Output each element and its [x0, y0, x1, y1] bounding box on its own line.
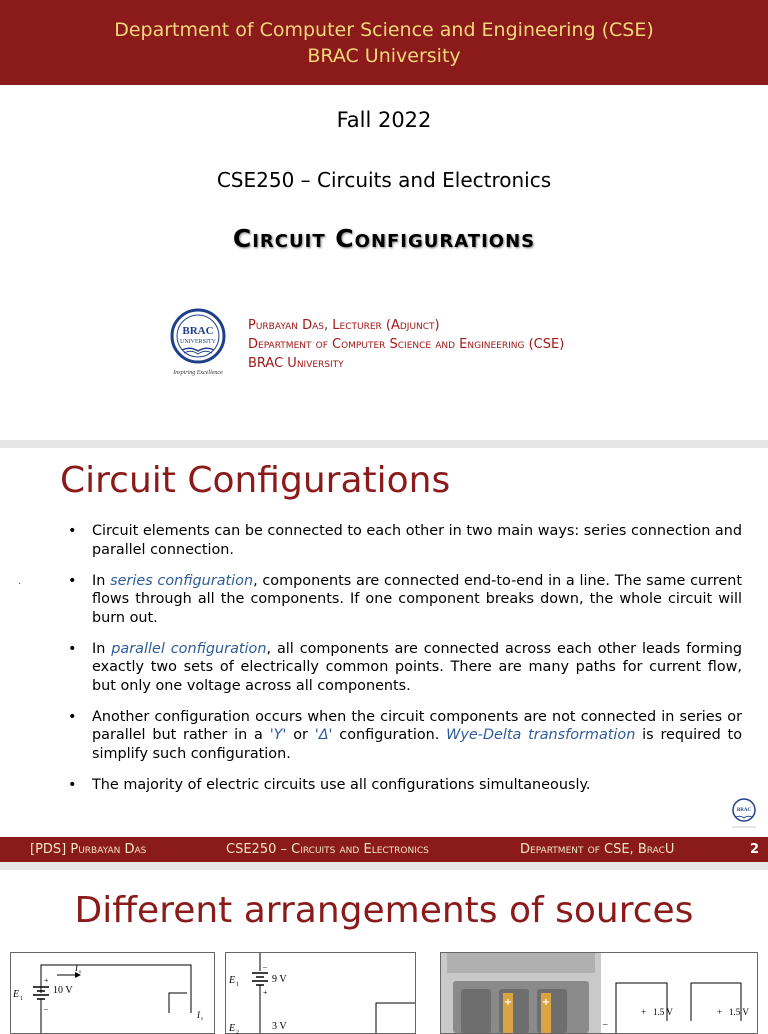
logo-tagline: Inspiring Excellence: [173, 370, 223, 376]
bullet-marker: •: [68, 572, 77, 589]
bullet-text: or: [286, 727, 315, 743]
bullet-text: Another configuration occurs when the circuit components are not connected in series or parallel but rather in a: [92, 708, 742, 743]
bullet-text: In: [92, 572, 111, 589]
figure-single-source: [10, 952, 215, 1034]
bullet-text: , components are connected end-to-end in a line. The same current flows through all the components. If one component breaks down, the whole circuit will burn out.: [92, 572, 742, 626]
plus-sign: +: [44, 976, 49, 985]
bullet-marker: •: [68, 523, 77, 539]
logo-university-text: UNIVERSITY: [180, 339, 216, 345]
e1-label: E: [229, 975, 236, 986]
bullet-marker: •: [68, 640, 77, 657]
term-wye-delta: Wye-Delta transformation: [446, 727, 636, 743]
battery-plus-mark: +: [541, 997, 551, 1008]
list-item: [64, 708, 742, 764]
minus-sign: –: [603, 1019, 608, 1029]
bullet-list: [64, 522, 742, 807]
term-y: 'Y': [269, 727, 287, 743]
e1-subscript: 1: [20, 996, 23, 1002]
current-label-2: I: [197, 1010, 200, 1020]
cell1-value: 1.5 V: [653, 1007, 673, 1017]
minus-sign: –: [44, 1004, 48, 1013]
battery-plus-mark: +: [503, 997, 513, 1008]
stray-mark: .: [18, 576, 22, 587]
term-series-configuration: series configuration: [110, 572, 254, 589]
bullet-text: is required to simplify such configuration.: [92, 727, 743, 762]
header-banner: [0, 0, 768, 85]
logo-small-brac: BRAC: [736, 808, 752, 813]
page-number: 2: [750, 842, 760, 857]
slide-heading: Different arrangements of sources: [74, 890, 694, 931]
course-title: CSE250 – Circuits and Electronics: [216, 168, 552, 192]
bullet-text: , all components are connected across each other leads forming exactly two sets of electrically common points. There are many paths for current flow, but only one voltage across all components.: [92, 640, 742, 694]
battery-diagram: [441, 953, 757, 1033]
term-delta: 'Δ': [314, 727, 333, 743]
banner-university: BRAC University: [307, 44, 461, 67]
plus-sign: +: [641, 1007, 647, 1017]
plus-sign: +: [717, 1007, 723, 1017]
slide-separator: [0, 862, 768, 870]
slide-title: Circuit Configurations: [232, 224, 536, 253]
slide-heading: Circuit Configurations: [60, 460, 451, 501]
minus-sign: –: [263, 962, 267, 971]
e1-label: E: [13, 989, 20, 1000]
author-block: [248, 316, 564, 373]
footer-department: Department of CSE, BracU: [520, 842, 675, 857]
figure-series-sources: [225, 952, 416, 1034]
bullet-text: In: [92, 640, 112, 657]
e1-value: 10 V: [53, 985, 73, 996]
current-subscript-2: s: [201, 1017, 203, 1022]
circuit-diagram-2: [226, 953, 415, 1033]
list-item: [64, 522, 742, 559]
e2-value: 3 V: [272, 1021, 287, 1032]
author-name: Purbayan Das, Lecturer (Adjunct): [248, 318, 440, 333]
current-label: I: [75, 963, 78, 973]
bullet-text: configuration.: [332, 727, 447, 743]
author-department: Department of Computer Science and Engineering (CSE): [248, 337, 565, 352]
logo-brac-text: BRAC: [182, 325, 214, 337]
bullet-text: The majority of electric circuits use all configurations simultaneously.: [92, 776, 591, 793]
banner-department: Department of Computer Science and Engineering (CSE): [114, 18, 654, 41]
plus-sign: +: [263, 988, 268, 997]
list-item: [64, 640, 742, 696]
list-item: [64, 572, 742, 628]
author-university: BRAC University: [248, 356, 344, 371]
brac-logo-small: [726, 796, 762, 832]
circuit-diagram-1: [11, 953, 214, 1033]
bullet-marker: •: [68, 708, 77, 725]
bullet-marker: •: [68, 776, 77, 793]
footer-author: [PDS] Purbayan Das: [30, 842, 147, 857]
title-slide: [0, 0, 768, 440]
cell2-value: 1.5 V: [729, 1007, 749, 1017]
bullet-text: Circuit elements can be connected to each other in two main ways: series connection and parallel connection.: [92, 523, 742, 558]
content-slide: [0, 448, 768, 862]
current-subscript: s: [79, 970, 81, 975]
e1-subscript: 1: [236, 982, 239, 988]
term-label: Fall 2022: [336, 108, 432, 132]
brac-university-logo: [158, 306, 238, 380]
e1-value: 9 V: [272, 974, 287, 985]
term-parallel-configuration: parallel configuration: [111, 640, 267, 657]
slide-separator: [0, 440, 768, 448]
figure-battery-photo: [440, 952, 758, 1034]
list-item: [64, 776, 742, 795]
sources-slide: [0, 870, 768, 1034]
e2-label: E: [229, 1023, 236, 1034]
footer-course: CSE250 – Circuits and Electronics: [226, 842, 429, 857]
slide-footer: [0, 837, 768, 863]
e2-subscript: 2: [236, 1030, 239, 1034]
